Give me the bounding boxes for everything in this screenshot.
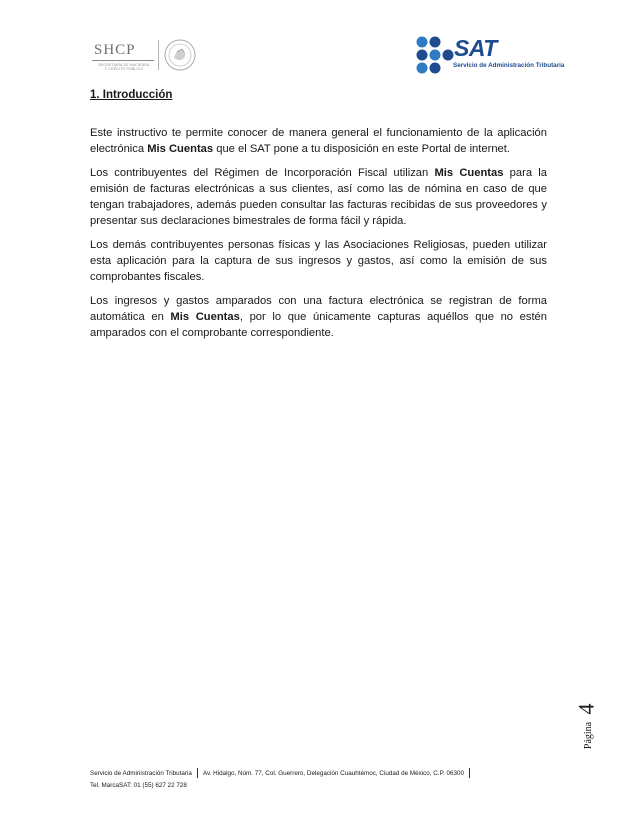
footer-address: Av. Hidalgo, Núm. 77, Col. Guerrero, Delegación Cuauhtémoc, Ciudad de México, C.P. 06300	[202, 770, 464, 777]
sat-dots-icon	[415, 35, 457, 77]
page-number-label: Página	[583, 721, 595, 750]
footer-separator	[197, 768, 198, 778]
paragraph-1-text-c: que el SAT pone a tu disposición en este Portal de internet.	[213, 143, 510, 155]
paragraph-4-text-c: , por lo que únicamente capturas aquéllos que no estén amparados con el comprobante correspondiente.	[90, 311, 547, 339]
shcp-logo-rule	[92, 60, 154, 61]
document-body	[90, 125, 547, 349]
sat-logo-subtext: Servicio de Administración Tributaria	[453, 62, 565, 69]
footer-org: Servicio de Administración Tributaria	[90, 770, 192, 777]
paragraph-1-highlight: Mis Cuentas	[147, 143, 214, 155]
footer-phone: Tel. MarcaSAT: 01 (55) 627 22 728	[90, 782, 187, 789]
footer-separator-end	[469, 768, 470, 778]
sat-logo-text: SAT	[454, 35, 497, 61]
paragraph-2-text-a: Los contribuyentes del Régimen de Incorporación Fiscal utilizan	[90, 167, 435, 179]
paragraph-4-highlight: Mis Cuentas	[170, 311, 240, 323]
paragraph-2-highlight: Mis Cuentas	[434, 167, 504, 179]
shcp-logo-subtext: SECRETARÍA DE HACIENDA Y CRÉDITO PÚBLICO	[98, 63, 150, 71]
footer	[90, 768, 560, 792]
page-number	[573, 698, 605, 760]
paragraph-2	[90, 165, 547, 229]
footer-line-1	[90, 768, 560, 780]
paragraph-3	[90, 237, 547, 285]
paragraph-1-text-a: Este instructivo te permite conocer de manera general el funcionamiento de la aplicación electrónica	[90, 127, 547, 155]
logo-divider	[158, 40, 159, 70]
sat-logo	[415, 33, 595, 77]
paragraph-4	[90, 293, 547, 341]
paragraph-2-text-c: para la emisión de facturas electrónicas a sus clientes, así como las de nómina en caso de que tengan trabajadores, además pueden consultar las facturas recibidas de sus proveedores y presentar sus declaraciones bimestrales de forma fácil y rápida.	[90, 167, 547, 227]
page-number-value: 4	[573, 703, 599, 715]
paragraph-1	[90, 125, 547, 157]
paragraph-4-text-a: Los ingresos y gastos amparados con una factura electrónica se registran de forma automática en	[90, 295, 547, 323]
national-seal-icon	[163, 38, 197, 72]
paragraph-3-text-a: Los demás contribuyentes personas físicas y las Asociaciones Religiosas, pueden utilizar esta aplicación para la captura de sus ingresos y gastos, así como la emisión de sus comprobantes fiscales.	[90, 239, 547, 283]
section-heading: 1. Introducción	[90, 89, 173, 101]
shcp-logo-text: SHCP	[94, 42, 136, 58]
